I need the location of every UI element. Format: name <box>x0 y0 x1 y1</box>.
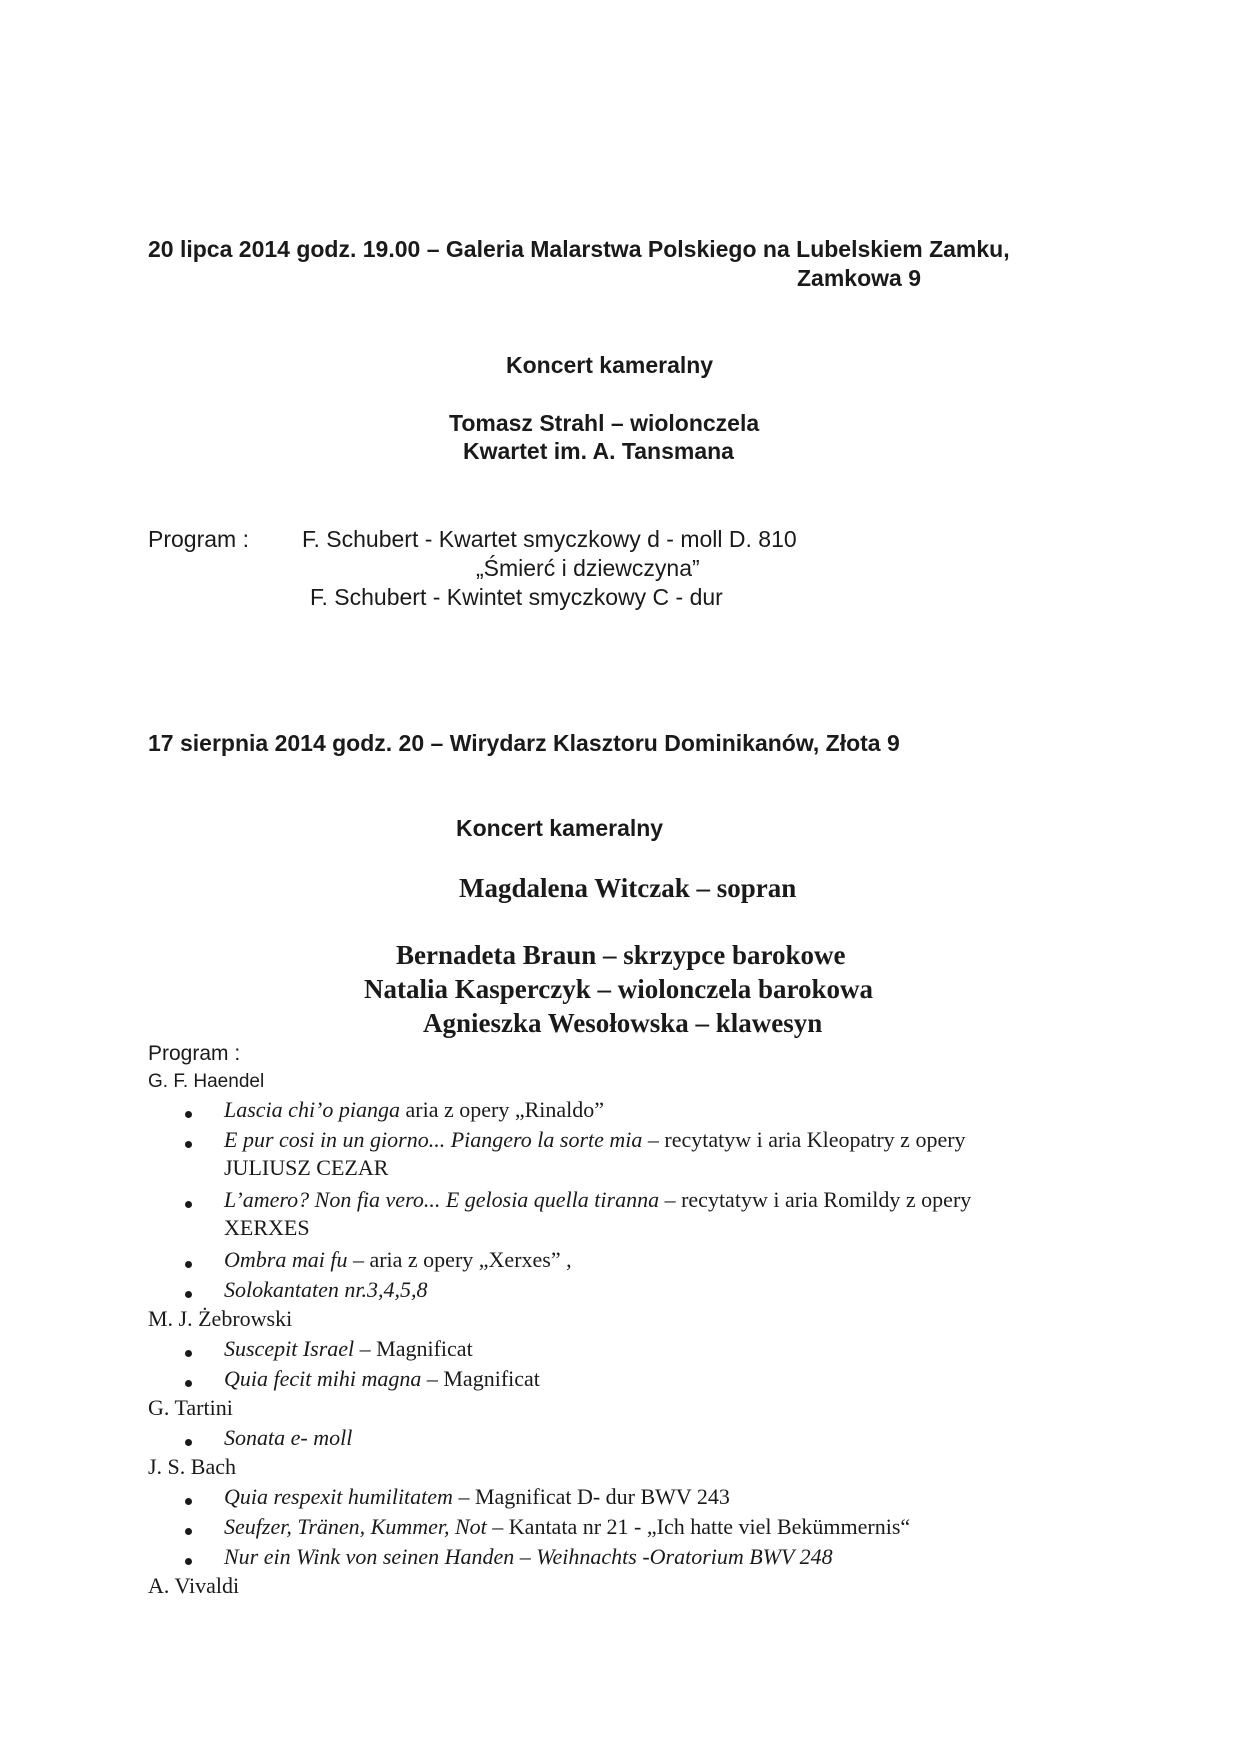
event1-performer-2: Kwartet im. A. Tansmana <box>463 438 734 464</box>
list-item: Seufzer, Tränen, Kummer, Not – Kantata nr 21 - „Ich hatte viel Bekümmernis“ <box>224 1514 911 1539</box>
event1-address: Zamkowa 9 <box>797 265 921 291</box>
list-item: E pur cosi in un giorno... Piangero la sorte mia – recytatyw i aria Kleopatry z opery <box>224 1127 966 1152</box>
event2-performer-2: Natalia Kasperczyk – wiolonczela barokowa <box>364 974 873 1004</box>
bullet-icon <box>185 1201 192 1208</box>
event2-program-label: Program : <box>148 1042 241 1065</box>
bullet-icon <box>185 1528 192 1535</box>
list-item: Quia fecit mihi magna – Magnificat <box>224 1366 540 1391</box>
list-item: Lascia chi’o pianga aria z opery „Rinaldo” <box>224 1097 605 1122</box>
list-item: Nur ein Wink von seinen Handen – Weihnachts -Oratorium BWV 248 <box>224 1544 833 1569</box>
list-item-continuation: XERXES <box>224 1215 310 1240</box>
composer-tartini: G. Tartini <box>148 1395 233 1420</box>
bullet-icon <box>185 1498 192 1505</box>
event2-performer-1: Bernadeta Braun – skrzypce barokowe <box>396 940 846 970</box>
event1-program-item: F. Schubert - Kwintet smyczkowy C - dur <box>310 584 723 610</box>
bullet-icon <box>185 1439 192 1446</box>
bullet-icon <box>185 1111 192 1118</box>
event1-program-item: F. Schubert - Kwartet smyczkowy d - moll D. 810 <box>302 526 797 552</box>
bullet-icon <box>185 1380 192 1387</box>
bullet-icon <box>185 1291 192 1298</box>
composer-bach: J. S. Bach <box>148 1454 236 1479</box>
bullet-icon <box>185 1261 192 1268</box>
bullet-icon <box>185 1141 192 1148</box>
bullet-icon <box>185 1350 192 1357</box>
event1-program-label: Program : <box>148 526 249 552</box>
composer-zebrowski: M. J. Żebrowski <box>148 1306 293 1331</box>
event2-concert-type: Koncert kameralny <box>456 815 664 841</box>
bullet-icon <box>185 1558 192 1565</box>
list-item: Quia respexit humilitatem – Magnificat D- dur BWV 243 <box>224 1484 730 1509</box>
list-item: Suscepit Israel – Magnificat <box>224 1336 473 1361</box>
list-item-continuation: JULIUSZ CEZAR <box>224 1155 389 1180</box>
event2-heading: 17 sierpnia 2014 godz. 20 – Wirydarz Klasztoru Dominikanów, Złota 9 <box>148 730 900 756</box>
event2-soloist: Magdalena Witczak – sopran <box>459 873 797 903</box>
list-item: Sonata e- moll <box>224 1425 353 1450</box>
event1-heading: 20 lipca 2014 godz. 19.00 – Galeria Malarstwa Polskiego na Lubelskiem Zamku, <box>148 236 1010 262</box>
composer-vivaldi: A. Vivaldi <box>148 1573 240 1598</box>
event1-concert-type: Koncert kameralny <box>506 352 714 378</box>
event2-performer-3: Agnieszka Wesołowska – klawesyn <box>423 1008 823 1038</box>
list-item: Ombra mai fu – aria z opery „Xerxes” , <box>224 1247 572 1272</box>
event1-performer-1: Tomasz Strahl – wiolonczela <box>449 410 760 436</box>
composer-haendel: G. F. Haendel <box>148 1071 265 1092</box>
list-item: L’amero? Non fia vero... E gelosia quella tiranna – recytatyw i aria Romildy z opery <box>224 1187 972 1212</box>
list-item: Solokantaten nr.3,4,5,8 <box>224 1277 428 1302</box>
event1-program-item: „Śmierć i dziewczyna” <box>476 555 700 581</box>
